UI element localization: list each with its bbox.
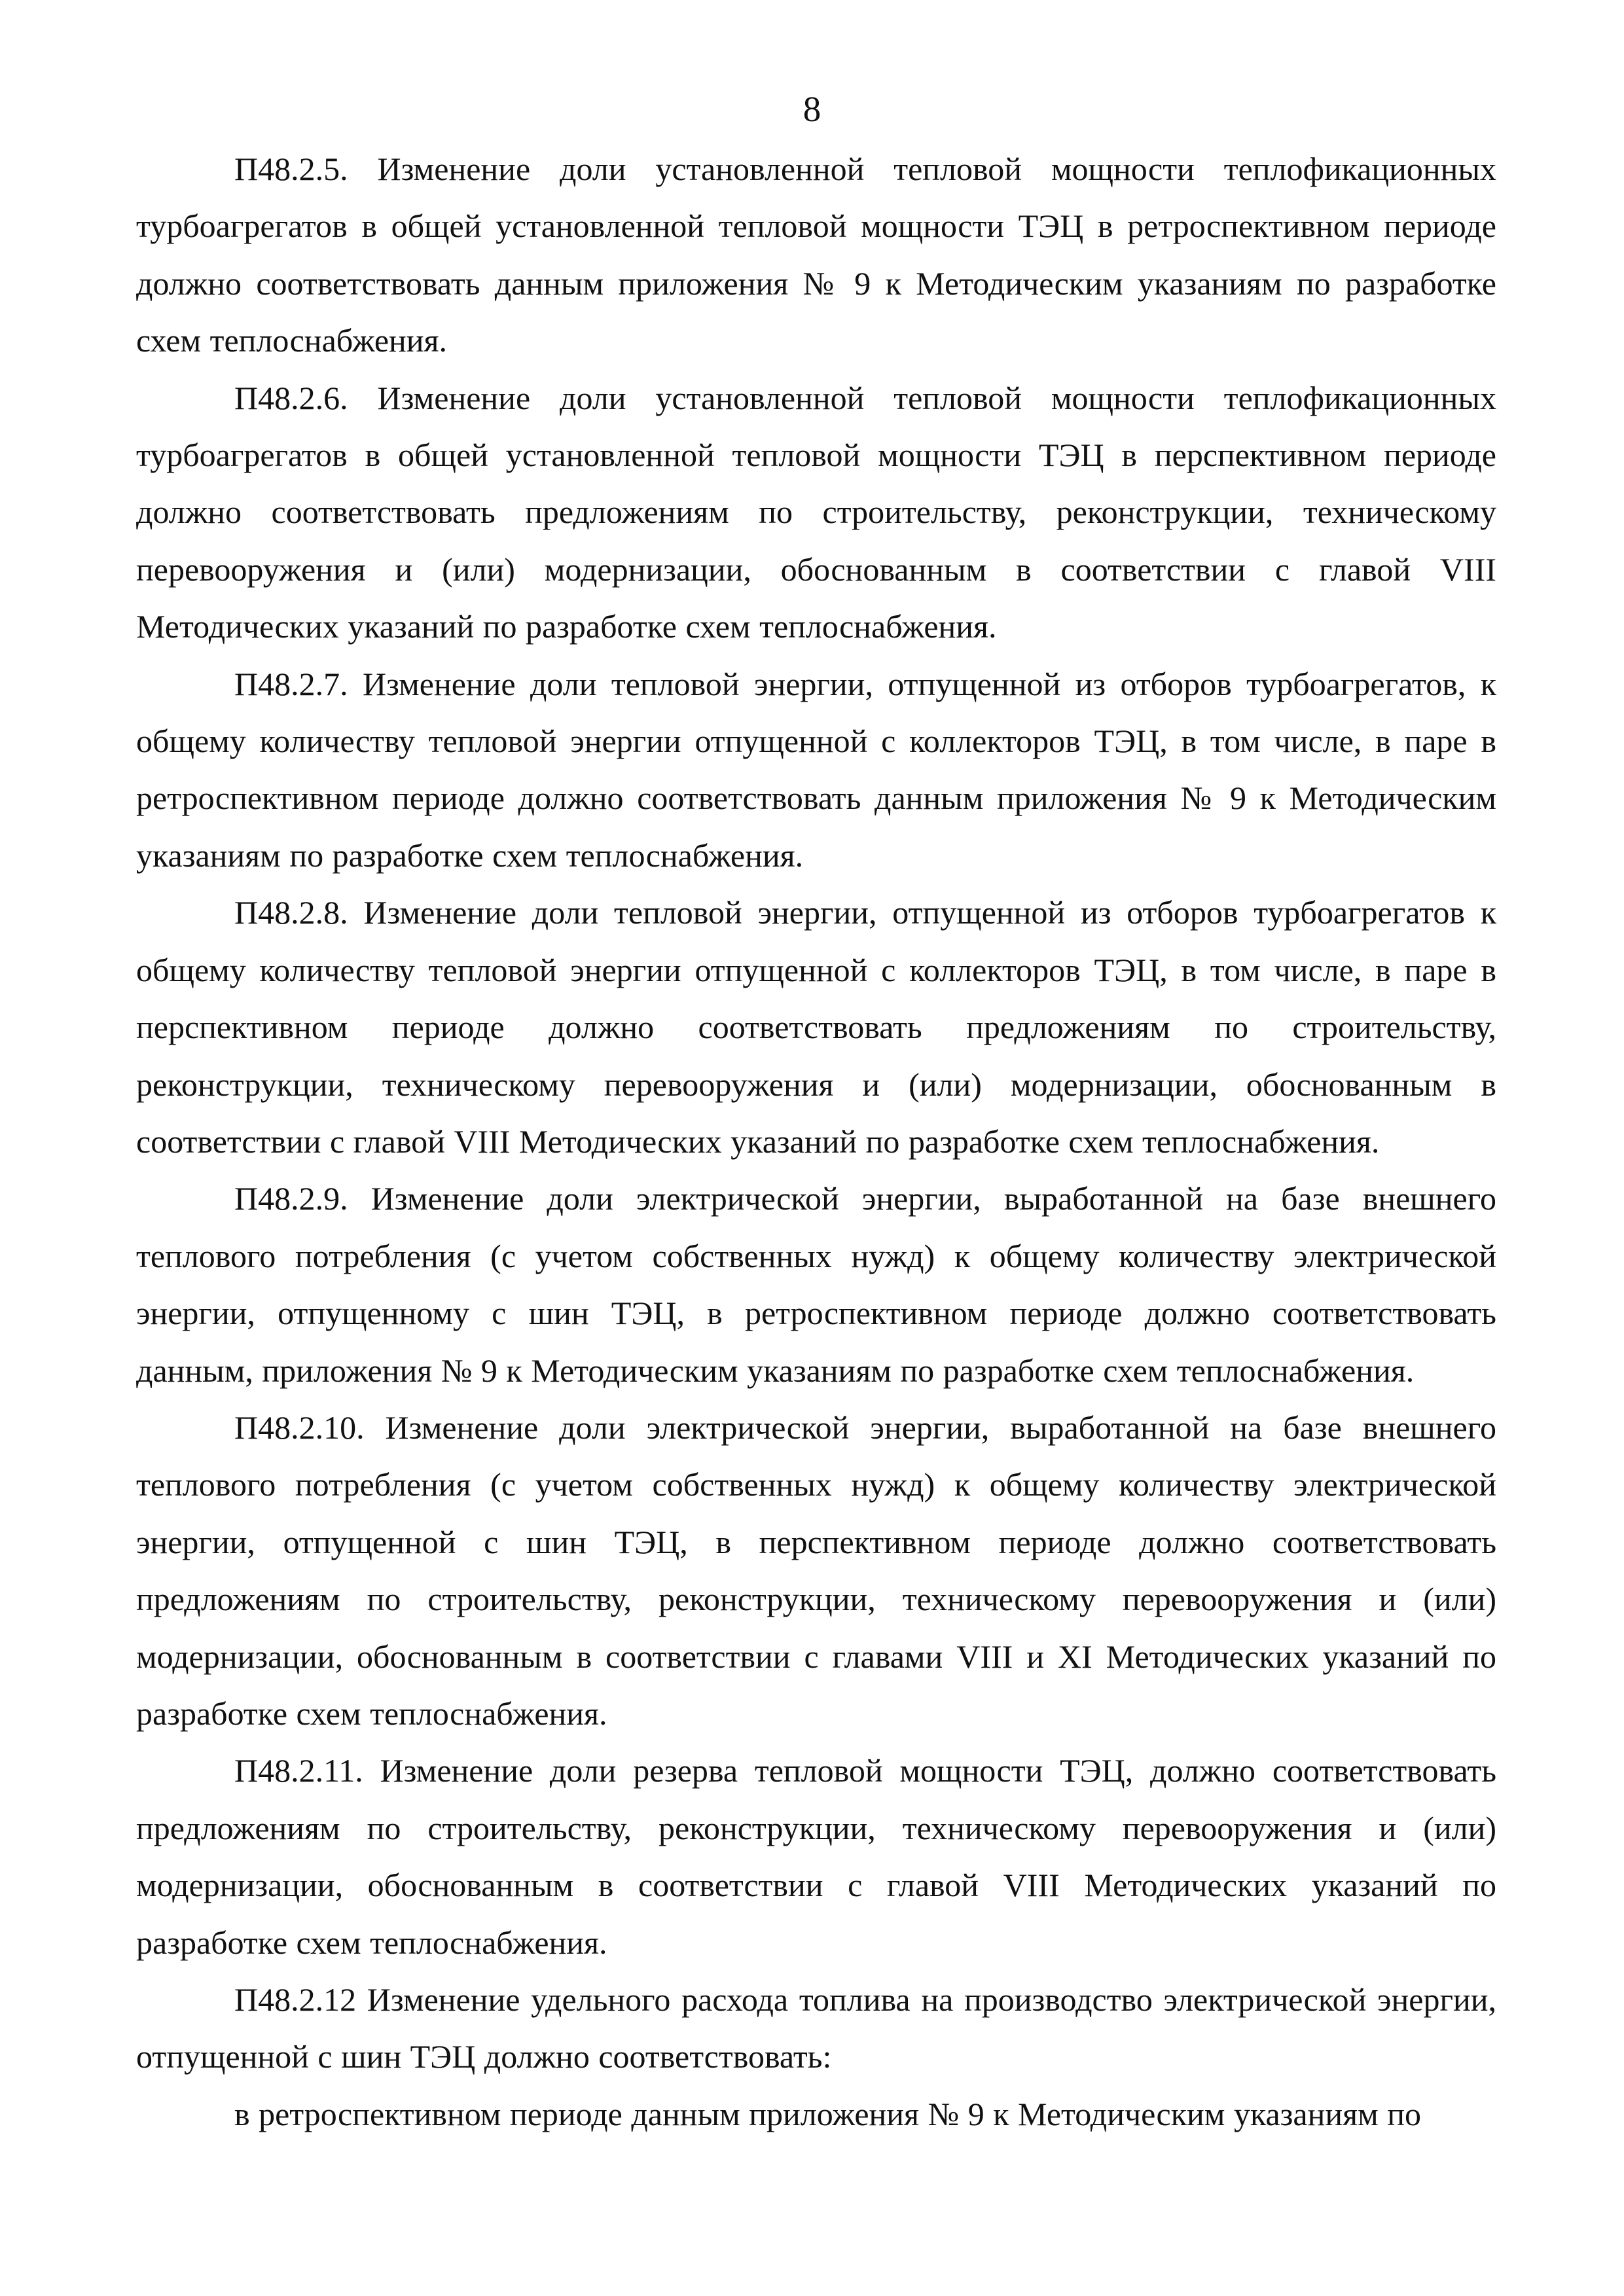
paragraph-p48-2-5: П48.2.5. Изменение доли установленной тепловой мощности теплофикационных турбоагрегатов в общей установленной тепловой мощности ТЭЦ в ретроспективном периоде должно соответствовать данным приложения № 9 к Методическим указаниям по разработке схем теплоснабжения. (136, 151, 1496, 359)
paragraph-p48-2-12: П48.2.12 Изменение удельного расхода топлива на производство электрической энергии, отпущенной с шин ТЭЦ должно соответствовать: (136, 1981, 1496, 2075)
paragraph-p48-2-11: П48.2.11. Изменение доли резерва тепловой мощности ТЭЦ, должно соответствовать предложениям по строительству, реконструкции, техническому перевооружения и (или) модернизации, обоснованным в соответствии с главой VIII Методических указаний по разработке схем теплоснабжения. (136, 1752, 1496, 1961)
paragraph-p48-2-10: П48.2.10. Изменение доли электрической энергии, выработанной на базе внешнего теплового потребления (с учетом собственных нужд) к общему количеству электрической энергии, отпущенной с шин ТЭЦ, в перспективном периоде должно соответствовать предложениям по строительству, реконструкции, техническому перевооружения и (или) модернизации, обоснованным в соответствии с главами VIII и XI Методических указаний по разработке схем теплоснабжения. (136, 1408, 1496, 1732)
document-body (136, 141, 1496, 2143)
paragraph-p48-2-6: П48.2.6. Изменение доли установленной тепловой мощности теплофикационных турбоагрегатов в общей установленной тепловой мощности ТЭЦ в перспективном периоде должно соответствовать предложениям по строительству, реконструкции, техническому перевооружения и (или) модернизации, обоснованным в соответствии с главой VIII Методических указаний по разработке схем теплоснабжения. (136, 379, 1496, 645)
page-number: 8 (803, 89, 821, 129)
paragraph-retrospective-period: в ретроспективном периоде данным приложения № 9 к Методическим указаниям по (234, 2095, 1422, 2132)
paragraph-p48-2-9: П48.2.9. Изменение доли электрической энергии, выработанной на базе внешнего теплового потребления (с учетом собственных нужд) к общему количеству электрической энергии, отпущенному с шин ТЭЦ, в ретроспективном периоде должно соответствовать данным, приложения № 9 к Методическим указаниям по разработке схем теплоснабжения. (136, 1180, 1496, 1389)
paragraph-p48-2-8: П48.2.8. Изменение доли тепловой энергии, отпущенной из отборов турбоагрегатов к общему количеству тепловой энергии отпущенной с коллекторов ТЭЦ, в том числе, в паре в перспективном периоде должно соответствовать предложениям по строительству, реконструкции, техническому перевооружения и (или) модернизации, обоснованным в соответствии с главой VIII Методических указаний по разработке схем теплоснабжения. (136, 894, 1496, 1160)
paragraph-p48-2-7: П48.2.7. Изменение доли тепловой энергии, отпущенной из отборов турбоагрегатов, к общему количеству тепловой энергии отпущенной с коллекторов ТЭЦ, в том числе, в паре в ретроспективном периоде должно соответствовать данным приложения № 9 к Методическим указаниям по разработке схем теплоснабжения. (136, 665, 1496, 874)
